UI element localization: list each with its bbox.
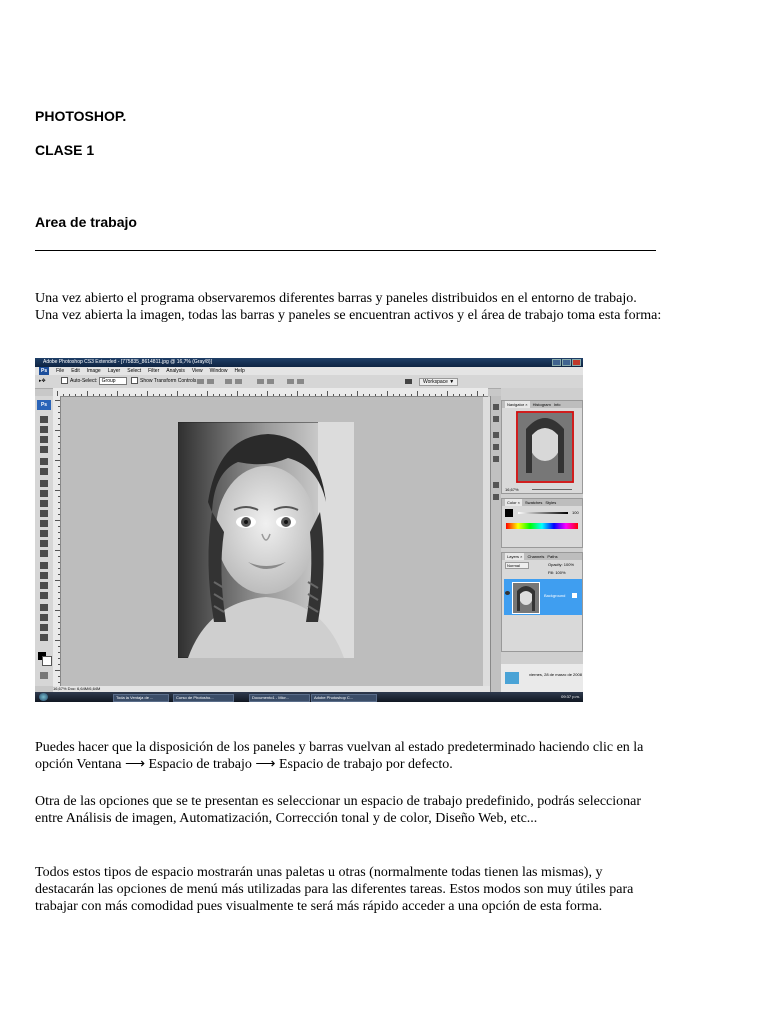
ruler-tick	[58, 538, 60, 539]
ruler-tick	[99, 394, 100, 396]
close-icon[interactable]	[572, 359, 581, 366]
calendar-icon	[505, 672, 519, 684]
distribute-icon[interactable]	[297, 379, 304, 384]
zoom-tool-icon[interactable]	[40, 634, 48, 641]
healing-tool-icon[interactable]	[40, 480, 48, 487]
ruler-tick	[63, 394, 64, 396]
ruler-tick	[55, 640, 60, 641]
character-panel-icon[interactable]	[493, 482, 499, 488]
ruler-tick	[219, 394, 220, 396]
intro-paragraph: Una vez abierto el programa observaremos diferentes barras y paneles distribuidos en el entorno de trabajo. Una vez abierta la imagen, todas las barras y paneles se encuentran activos y el área de trabajo toma esta forma:	[35, 291, 662, 323]
workspace-button[interactable]: Workspace ▼	[419, 378, 458, 386]
ruler-tick	[441, 394, 442, 396]
bridge-icon[interactable]	[405, 379, 412, 384]
taskbar-item[interactable]: Documento1 - Micr...	[249, 694, 310, 702]
dodge-tool-icon[interactable]	[40, 550, 48, 557]
align-icon[interactable]	[225, 379, 232, 384]
ruler-tick	[273, 394, 274, 396]
navigator-preview[interactable]	[516, 411, 574, 483]
ruler-tick	[105, 394, 106, 396]
windows-taskbar	[35, 692, 583, 702]
ruler-tick	[393, 394, 394, 396]
ruler-tick	[183, 394, 184, 396]
menu-select[interactable]: Select	[127, 368, 142, 374]
tab-navigator[interactable]: Navigator ×	[507, 402, 528, 407]
ruler-tick	[55, 430, 60, 431]
align-icon[interactable]	[235, 379, 242, 384]
eraser-tool-icon[interactable]	[40, 520, 48, 527]
ruler-tick	[55, 550, 60, 551]
ruler-tick	[201, 394, 202, 396]
ruler-tick	[135, 394, 136, 396]
ruler-tick	[58, 406, 60, 407]
ruler-tick	[123, 394, 124, 396]
pen-tool-icon[interactable]	[40, 562, 48, 569]
ruler-tick	[153, 394, 154, 396]
stamp-tool-icon[interactable]	[40, 500, 48, 507]
tab-channels[interactable]: Channels	[527, 554, 545, 559]
ruler-tick	[309, 394, 310, 396]
ruler-tick	[58, 622, 60, 623]
navigator-zoom: 16,67%	[505, 487, 519, 492]
color-ramp[interactable]	[506, 523, 578, 529]
k-value[interactable]: 100	[572, 510, 579, 515]
ruler-tick	[417, 391, 418, 396]
ruler-tick	[267, 391, 268, 396]
paragraph-panel-icon[interactable]	[493, 494, 499, 500]
tab-layers[interactable]: Layers ×	[507, 554, 523, 559]
ps-window-title: Adobe Photoshop CS3 Extended - [775835_8614811.jpg @ 16,7% (Gray/8)]	[43, 359, 212, 365]
ruler-tick	[207, 391, 208, 396]
ruler-tick	[189, 394, 190, 396]
ruler-tick	[327, 391, 328, 396]
section-divider	[35, 250, 656, 251]
marquee-tool-icon[interactable]	[40, 426, 48, 433]
ruler-tick	[141, 394, 142, 396]
ruler-tick	[405, 394, 406, 396]
ruler-tick	[58, 676, 60, 677]
ruler-tick	[171, 394, 172, 396]
tool-presets-icon[interactable]	[493, 432, 499, 438]
menu-file[interactable]: File	[56, 368, 65, 374]
ruler-tick	[243, 394, 244, 396]
ruler-tick	[58, 598, 60, 599]
ruler-tick	[58, 586, 60, 587]
ruler-tick	[55, 520, 60, 521]
ruler-tick	[58, 646, 60, 647]
doc-title: PHOTOSHOP.	[35, 108, 127, 124]
collapsed-panel-strip	[490, 396, 501, 692]
ruler-tick	[363, 394, 364, 396]
ruler-tick	[375, 394, 376, 396]
ruler-tick	[75, 394, 76, 396]
move-tool-icon[interactable]: ▸✥	[39, 378, 46, 384]
ruler-tick	[435, 394, 436, 396]
ruler-tick	[58, 628, 60, 629]
group-select[interactable]: Group	[99, 377, 127, 385]
ruler-tick	[387, 391, 388, 396]
ruler-tick	[58, 496, 60, 497]
ruler-tick	[453, 394, 454, 396]
ruler-tick	[58, 436, 60, 437]
ruler-tick	[339, 394, 340, 396]
ruler-tick	[69, 394, 70, 396]
section-heading: Area de trabajo	[35, 214, 137, 230]
clone-source-icon[interactable]	[493, 456, 499, 462]
ruler-tick	[58, 412, 60, 413]
ruler-tick	[117, 391, 118, 396]
ruler-tick	[58, 634, 60, 635]
ruler-tick	[321, 394, 322, 396]
brush-tool-icon[interactable]	[40, 490, 48, 497]
ruler-tick	[58, 568, 60, 569]
layer-thumbnail	[512, 582, 540, 614]
ruler-tick	[165, 394, 166, 396]
ruler-tick	[58, 658, 60, 659]
show-transform-label: Show Transform Controls	[140, 378, 197, 384]
doc-subtitle: CLASE 1	[35, 142, 95, 158]
ps-logo-menu[interactable]: Ps	[41, 368, 48, 374]
document-scrollbar[interactable]	[483, 397, 490, 686]
ruler-tick	[58, 502, 60, 503]
ruler-tick	[231, 394, 232, 396]
ruler-tick	[477, 391, 478, 396]
menu-view[interactable]: View	[191, 368, 203, 374]
ruler-tick	[381, 394, 382, 396]
brushes-panel-icon[interactable]	[493, 444, 499, 450]
ruler-tick	[357, 391, 358, 396]
taskbar-item[interactable]: Curso de Photosho...	[173, 694, 234, 702]
ps-options-bar	[35, 375, 583, 389]
ruler-tick	[429, 394, 430, 396]
lasso-tool-icon[interactable]	[40, 436, 48, 443]
ruler-tick	[58, 682, 60, 683]
tab-styles[interactable]: Styles	[545, 500, 557, 505]
ruler-tick	[58, 478, 60, 479]
ruler-tick	[87, 391, 88, 396]
ruler-tick	[285, 394, 286, 396]
ruler-tick	[177, 391, 178, 396]
tab-swatches[interactable]: Swatches	[525, 500, 543, 505]
ruler-tick	[81, 394, 82, 396]
ruler-tick	[55, 460, 60, 461]
ruler-tick	[303, 394, 304, 396]
ruler-tick	[58, 484, 60, 485]
vertical-ruler	[53, 396, 61, 686]
history-brush-tool-icon[interactable]	[40, 510, 48, 517]
ps-logo-icon: Ps	[37, 400, 51, 410]
ruler-tick	[147, 391, 148, 396]
maximize-icon[interactable]	[562, 359, 571, 366]
align-icon[interactable]	[207, 379, 214, 384]
paragraph-2: Otra de las opciones que se te presentan es seleccionar un espacio de trabajo predefinido, podrás seleccionar entre Análisis de imagen, Automatización, Corrección tonal y de color, Diseño Web, etc...	[35, 794, 642, 826]
crop-tool-icon[interactable]	[40, 458, 48, 465]
ruler-tick	[465, 394, 466, 396]
ruler-tick	[58, 508, 60, 509]
ruler-tick	[261, 394, 262, 396]
ruler-tick	[399, 394, 400, 396]
ruler-tick	[159, 394, 160, 396]
fill-field[interactable]: Fill: 100%	[548, 570, 566, 575]
ruler-tick	[58, 616, 60, 617]
ruler-tick	[58, 562, 60, 563]
sidebar-gadget	[501, 664, 583, 692]
ruler-tick	[129, 394, 130, 396]
color-foreground-swatch[interactable]	[505, 509, 513, 517]
ruler-tick	[345, 394, 346, 396]
align-icon[interactable]	[197, 379, 204, 384]
ruler-tick	[58, 574, 60, 575]
taskbar-item[interactable]: Toda la Ventaja de ...	[113, 694, 169, 702]
ruler-tick	[333, 394, 334, 396]
ruler-tick	[423, 394, 424, 396]
ruler-tick	[58, 526, 60, 527]
ruler-tick	[255, 394, 256, 396]
ruler-tick	[237, 391, 238, 396]
gradient-tool-icon[interactable]	[40, 530, 48, 537]
ruler-tick	[459, 394, 460, 396]
menu-analysis[interactable]: Analysis	[166, 368, 185, 374]
ruler-tick	[471, 394, 472, 396]
hand-tool-icon[interactable]	[40, 624, 48, 631]
show-transform-checkbox[interactable]	[131, 377, 138, 384]
ruler-tick	[58, 544, 60, 545]
ruler-tick	[58, 448, 60, 449]
eye-icon[interactable]	[505, 591, 510, 595]
ruler-tick	[351, 394, 352, 396]
ruler-tick	[225, 394, 226, 396]
ruler-tick	[58, 532, 60, 533]
ruler-tick	[483, 394, 484, 396]
ruler-tick	[369, 394, 370, 396]
ruler-tick	[195, 394, 196, 396]
ps-title-bar	[35, 358, 583, 367]
magic-wand-tool-icon[interactable]	[40, 446, 48, 453]
ruler-tick	[279, 394, 280, 396]
auto-select-label: Auto-Select:	[70, 378, 98, 384]
layers-panel	[501, 552, 583, 652]
navigator-zoom-slider[interactable]	[532, 489, 572, 490]
ruler-tick	[58, 514, 60, 515]
distribute-icon[interactable]	[257, 379, 264, 384]
menu-layer[interactable]: Layer	[107, 368, 121, 374]
tab-histogram[interactable]: Histogram	[532, 402, 551, 407]
type-tool-icon[interactable]	[40, 572, 48, 579]
lock-icon	[572, 593, 577, 598]
distribute-icon[interactable]	[287, 379, 294, 384]
tab-color[interactable]: Color ×	[507, 500, 521, 505]
menu-filter[interactable]: Filter	[148, 368, 160, 374]
minimize-icon[interactable]	[552, 359, 561, 366]
ruler-tick	[249, 394, 250, 396]
color-panel	[501, 498, 583, 548]
slice-tool-icon[interactable]	[40, 468, 48, 475]
ruler-tick	[55, 490, 60, 491]
ruler-tick	[55, 670, 60, 671]
paragraph-1: Puedes hacer que la disposición de los paneles y barras vuelvan al estado predeterminado haciendo clic en la opción Ventana ⟶ Espacio de trabajo ⟶ Espacio de trabajo por defecto.	[35, 740, 644, 772]
history-panel-icon[interactable]	[493, 404, 499, 410]
menu-image[interactable]: Image	[86, 368, 101, 374]
ruler-tick	[58, 652, 60, 653]
horizontal-ruler	[53, 388, 488, 397]
move-tool-icon[interactable]	[40, 416, 48, 423]
ruler-tick	[297, 391, 298, 396]
blur-tool-icon[interactable]	[40, 540, 48, 547]
menu-edit[interactable]: Edit	[71, 368, 80, 374]
quick-mask-icon[interactable]	[40, 672, 48, 679]
tab-paths[interactable]: Paths	[547, 554, 558, 559]
ruler-tick	[291, 394, 292, 396]
ruler-tick	[58, 556, 60, 557]
taskbar-item[interactable]: Adobe Photoshop C...	[311, 694, 377, 702]
notes-tool-icon[interactable]	[40, 604, 48, 611]
ruler-tick	[58, 592, 60, 593]
shape-tool-icon[interactable]	[40, 592, 48, 599]
menu-help[interactable]: Help	[234, 368, 245, 374]
canvas-photo	[178, 422, 354, 658]
ruler-tick	[213, 394, 214, 396]
ruler-tick	[447, 391, 448, 396]
ruler-tick	[58, 604, 60, 605]
ruler-tick	[58, 664, 60, 665]
panel-dock	[501, 388, 583, 692]
ruler-tick	[315, 394, 316, 396]
tab-info[interactable]: Info	[553, 402, 561, 407]
path-select-tool-icon[interactable]	[40, 582, 48, 589]
menu-window[interactable]: Window	[209, 368, 228, 374]
desktop-date: viernes, 28 de marzo de 2008	[529, 672, 582, 677]
k-slider[interactable]	[518, 512, 568, 514]
actions-panel-icon[interactable]	[493, 416, 499, 422]
ruler-tick	[55, 610, 60, 611]
ruler-tick	[93, 394, 94, 396]
taskbar-clock: 09:37 p.m.	[561, 694, 580, 699]
layer-name[interactable]: Background	[544, 593, 566, 598]
distribute-icon[interactable]	[267, 379, 274, 384]
ruler-tick	[58, 418, 60, 419]
opacity-field[interactable]: Opacity: 100%	[548, 562, 575, 567]
blend-mode-select[interactable]: Normal	[505, 562, 529, 569]
ruler-tick	[55, 580, 60, 581]
eyedropper-tool-icon[interactable]	[40, 614, 48, 621]
navigator-panel	[501, 400, 583, 494]
ps-menu-bar	[35, 367, 583, 375]
background-color-swatch[interactable]	[42, 656, 52, 666]
ruler-tick	[58, 442, 60, 443]
paragraph-3: Todos estos tipos de espacio mostrarán unas paletas u otras (normalmente todas tienen las mismas), y destacarán las opciones de menú más utilizadas para las diferentes tareas. Estos modos son muy útiles para trabajar con más comodidad pues visualmente te será más rápido acceder a una opción de esta forma.	[35, 865, 634, 914]
document-status: 16,67% Doc: 6,64M/6,64M	[53, 686, 490, 692]
ruler-tick	[58, 424, 60, 425]
start-button-icon[interactable]	[39, 693, 48, 701]
ruler-tick	[55, 400, 60, 401]
ruler-tick	[58, 454, 60, 455]
ruler-tick	[411, 394, 412, 396]
ruler-tick	[58, 472, 60, 473]
auto-select-checkbox[interactable]	[61, 377, 68, 384]
ps-toolbox	[35, 396, 54, 686]
ruler-tick	[58, 466, 60, 467]
ruler-tick	[111, 394, 112, 396]
